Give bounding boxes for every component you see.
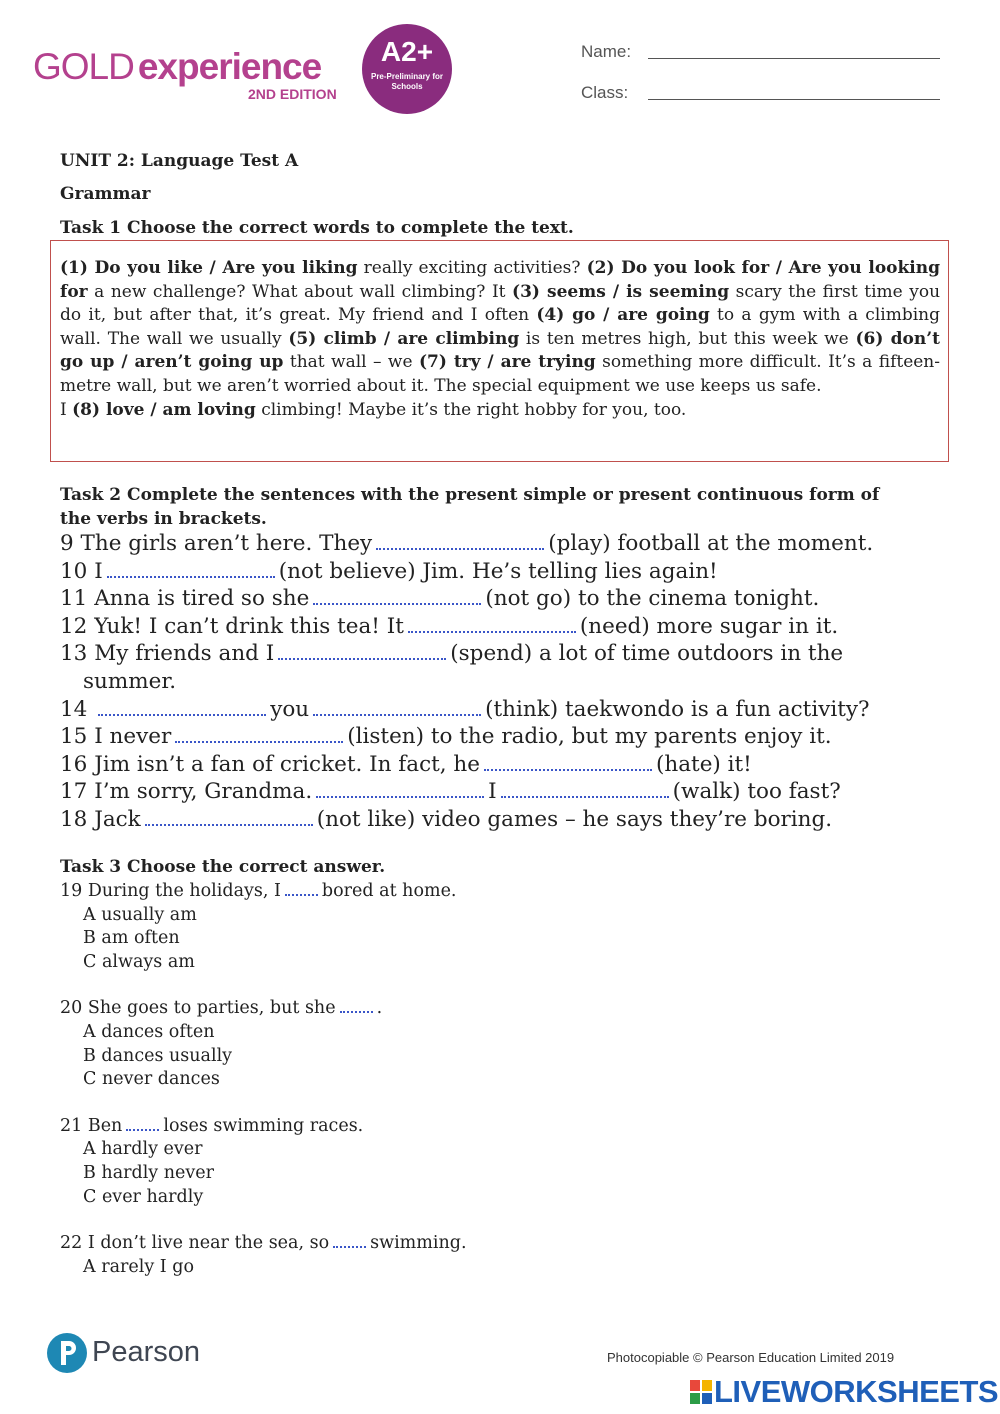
task2-item bbox=[60, 530, 873, 558]
question-line bbox=[60, 880, 467, 904]
answer-blank[interactable] bbox=[316, 782, 484, 798]
item-text: (think) taekwondo is a fun activity? bbox=[485, 696, 870, 722]
name-label: Name: bbox=[581, 42, 632, 61]
answer-option[interactable]: C always am bbox=[83, 951, 195, 972]
answer-choice[interactable]: (1) Do you like / Are you liking bbox=[60, 258, 358, 278]
item-number: 20 bbox=[60, 998, 88, 1019]
class-input-line[interactable] bbox=[648, 99, 940, 100]
passage-text: that wall – we bbox=[283, 352, 419, 373]
logo-experience-text: experience bbox=[137, 46, 322, 87]
passage-text: really exciting activities? bbox=[357, 258, 587, 278]
class-label: Class: bbox=[581, 83, 629, 102]
answer-option[interactable]: C ever hardly bbox=[83, 1186, 204, 1207]
passage-text: a new challenge? What about wall climbing? It bbox=[87, 281, 513, 302]
passage-text: to a gym with a climbing wall. The wall we usually bbox=[60, 305, 940, 349]
item-text: (not like) video games – he says they’re boring. bbox=[316, 806, 833, 832]
item-text: Jack bbox=[94, 806, 141, 832]
answer-option[interactable]: B dances usually bbox=[83, 1045, 233, 1066]
answer-blank[interactable] bbox=[484, 755, 652, 771]
answer-blank[interactable] bbox=[107, 562, 275, 578]
task2-item bbox=[60, 751, 873, 779]
answer-blank[interactable] bbox=[126, 1119, 159, 1131]
answer-option[interactable]: A usually am bbox=[83, 904, 197, 925]
task2-item bbox=[60, 696, 873, 724]
answer-choice[interactable]: (3) seems / is seeming bbox=[512, 281, 730, 302]
question-text: . bbox=[376, 998, 383, 1019]
item-number: 17 bbox=[60, 779, 95, 805]
item-text: (spend) a lot of time outdoors in the bbox=[450, 641, 844, 667]
item-text: (need) more sugar in it. bbox=[579, 613, 839, 639]
logo-gold-text: GOLD bbox=[33, 46, 134, 87]
task2-item bbox=[60, 585, 873, 613]
answer-blank[interactable] bbox=[376, 534, 544, 550]
level-badge bbox=[362, 24, 452, 114]
task3-question bbox=[60, 880, 467, 974]
item-text: you bbox=[270, 696, 310, 722]
question-text: She goes to parties, but she bbox=[87, 998, 336, 1019]
task3-title: Task 3 Choose the correct answer. bbox=[60, 857, 386, 877]
item-number: 16 bbox=[60, 751, 95, 777]
task2-item bbox=[60, 778, 873, 806]
question-text: During the holidays, I bbox=[87, 881, 281, 901]
item-text: I’m sorry, Grandma. bbox=[94, 779, 313, 805]
task3-question bbox=[60, 997, 467, 1091]
passage-text: climbing! Maybe it’s the right hobby for you, too. bbox=[255, 399, 687, 420]
section-title: Grammar bbox=[60, 184, 151, 204]
edition-label: 2ND EDITION bbox=[248, 86, 337, 102]
pearson-logo-icon bbox=[47, 1331, 87, 1375]
task2-item bbox=[60, 806, 873, 834]
task2-item bbox=[60, 613, 873, 641]
answer-choice[interactable]: (7) try / are trying bbox=[418, 352, 596, 373]
item-text: (hate) it! bbox=[656, 751, 752, 777]
question-line bbox=[60, 1115, 467, 1139]
task2-title: Task 2 Complete the sentences with the present simple or present continuous form of the verbs in brackets. bbox=[60, 485, 880, 529]
answer-option[interactable]: C never dances bbox=[83, 1069, 220, 1090]
answer-blank[interactable] bbox=[313, 589, 481, 605]
task3-question bbox=[60, 1115, 467, 1209]
pearson-wordmark: Pearson bbox=[92, 1336, 201, 1368]
item-text: Jim isn’t a fan of cricket. In fact, he bbox=[94, 751, 480, 777]
answer-option[interactable]: A rarely I go bbox=[83, 1256, 194, 1277]
answer-blank[interactable] bbox=[501, 782, 669, 798]
item-text: (not believe) Jim. He’s telling lies again! bbox=[278, 558, 718, 584]
copyright-text: Photocopiable © Pearson Education Limited 2019 bbox=[607, 1350, 895, 1365]
logo-gold-experience bbox=[33, 46, 321, 88]
answer-blank[interactable] bbox=[175, 727, 343, 743]
answer-blank[interactable] bbox=[408, 617, 576, 633]
item-number: 12 bbox=[60, 613, 95, 639]
item-number: 11 bbox=[60, 586, 95, 612]
question-text: bored at home. bbox=[321, 881, 457, 901]
task2-item bbox=[60, 723, 873, 751]
item-text: Yuk! I can’t drink this tea! It bbox=[94, 613, 404, 639]
question-line bbox=[60, 997, 467, 1021]
item-number: 14 bbox=[60, 696, 95, 722]
task2-list bbox=[60, 530, 873, 834]
level-text: A2+ bbox=[380, 36, 434, 67]
task3-list bbox=[60, 880, 467, 1279]
unit-title: UNIT 2: Language Test A bbox=[60, 151, 299, 171]
answer-blank[interactable] bbox=[98, 700, 266, 716]
item-text: My friends and I bbox=[94, 641, 275, 667]
answer-option[interactable]: B hardly never bbox=[83, 1162, 214, 1183]
item-number: 9 bbox=[60, 531, 81, 556]
answer-choice[interactable]: (4) go / are going bbox=[536, 305, 710, 326]
task1-title: Task 1 Choose the correct words to complete the text. bbox=[60, 218, 574, 238]
item-number: 15 bbox=[60, 724, 95, 750]
question-text: swimming. bbox=[370, 1233, 467, 1254]
question-text: I don’t live near the sea, so bbox=[87, 1233, 330, 1254]
answer-choice[interactable]: (2) Do you look for / Are you looking for bbox=[60, 258, 940, 302]
answer-option[interactable]: A hardly ever bbox=[83, 1139, 203, 1160]
level-subtitle: Pre-Preliminary for Schools bbox=[370, 72, 444, 91]
item-number: 21 bbox=[60, 1115, 88, 1136]
item-text: I never bbox=[94, 724, 172, 750]
item-number: 18 bbox=[60, 806, 95, 832]
answer-choice[interactable]: (5) climb / are climbing bbox=[288, 328, 520, 349]
task2-item-continued: summer. bbox=[83, 668, 177, 694]
passage-text: is ten metres high, but this week we bbox=[519, 328, 856, 349]
item-text: I bbox=[488, 779, 497, 805]
answer-option[interactable]: A dances often bbox=[83, 1021, 215, 1042]
item-text: (listen) to the radio, but my parents enjoy it. bbox=[347, 724, 832, 750]
answer-blank[interactable] bbox=[278, 644, 446, 660]
task1-text-box bbox=[50, 240, 949, 462]
question-line bbox=[60, 1232, 467, 1256]
answer-choice[interactable]: (6) don’t go up / aren’t going up bbox=[60, 328, 940, 373]
item-text: The girls aren’t here. They bbox=[80, 531, 373, 556]
item-text: I bbox=[94, 558, 103, 584]
item-number: 13 bbox=[60, 641, 95, 667]
item-number: 22 bbox=[60, 1233, 88, 1254]
item-text: (not go) to the cinema tonight. bbox=[485, 586, 820, 612]
answer-blank[interactable] bbox=[145, 810, 313, 826]
liveworksheets-text: LIVEWORKSHEETS bbox=[714, 1374, 999, 1409]
item-text: Anna is tired so she bbox=[94, 586, 310, 612]
answer-blank[interactable] bbox=[285, 884, 318, 896]
name-input-line[interactable] bbox=[648, 58, 940, 59]
answer-option[interactable]: B am often bbox=[83, 928, 180, 949]
passage-text: something more difficult. It’s a fifteen-metre wall, but we aren’t worried about it. The special equipment we use keeps us safe. bbox=[60, 352, 941, 396]
question-text: Ben bbox=[87, 1115, 123, 1136]
answer-blank[interactable] bbox=[333, 1236, 366, 1248]
answer-blank[interactable] bbox=[313, 700, 481, 716]
answer-blank[interactable] bbox=[340, 1001, 373, 1013]
item-text: (play) football at the moment. bbox=[548, 531, 874, 556]
item-number: 10 bbox=[60, 558, 95, 584]
item-number: 19 bbox=[60, 881, 88, 901]
task2-item bbox=[60, 558, 873, 586]
item-text: (walk) too fast? bbox=[672, 779, 841, 805]
passage-text: I bbox=[60, 399, 73, 420]
task2-item bbox=[60, 640, 873, 668]
task3-question bbox=[60, 1232, 467, 1279]
question-text: loses swimming races. bbox=[163, 1115, 364, 1136]
answer-choice[interactable]: (8) love / am loving bbox=[72, 399, 256, 420]
passage-text: scary the first time you do it, but after that, it’s great. My friend and I often bbox=[60, 281, 941, 326]
liveworksheets-logo-icon bbox=[690, 1380, 712, 1404]
liveworksheets-watermark bbox=[690, 1374, 998, 1410]
